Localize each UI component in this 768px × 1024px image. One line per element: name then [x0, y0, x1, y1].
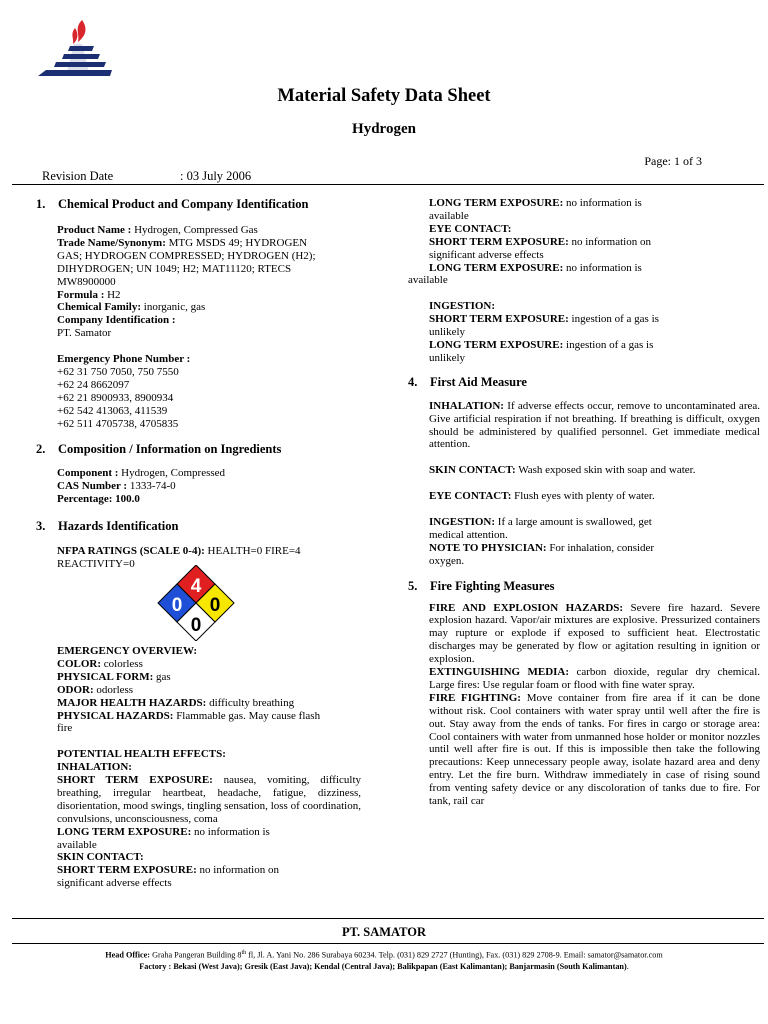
samator-logo-icon	[34, 18, 114, 82]
phone-line: +62 542 413063, 411539	[57, 404, 168, 417]
nfpa-reactivity-value: 0	[209, 595, 221, 616]
nfpa-health-value: 0	[171, 595, 183, 616]
left-column-hazards: EMERGENCY OVERVIEW: COLOR: colorless PHYSICAL FORM: gas ODOR: odorless MAJOR HEALTH HAZARDS: difficulty breathing PHYSICAL HAZARDS: Flammable gas. May cause flash fire POTENTIAL HEALTH EFFECTS: INHALATION: SHORT TERM EXPOSURE: nausea, vomiting, difficulty breathing, irregular heartbeat, headache, fatigue, dizziness, disorientation, mood swings, tingling sensation, loss of coordination, convulsions, unconsciousness, coma LONG TERM EXPOSURE: no information is available SKIN CONTACT: SHORT TERM EXPOSURE: no information on significant adverse effects	[57, 645, 362, 890]
phone-line: +62 511 4705738, 4705835	[57, 417, 179, 430]
page-number: Page: 1 of 3	[644, 154, 702, 168]
nfpa-special-value: 0	[190, 615, 202, 636]
document-title: Material Safety Data Sheet	[277, 86, 491, 106]
footer-divider-2	[12, 943, 764, 944]
nfpa-diamond-icon	[142, 565, 250, 641]
left-column: 1. Chemical Product and Company Identification Product Name : Hydrogen, Compressed Gas Trade Name/Synonym: MTG MSDS 49; HYDROGEN GAS; HYDROGEN COMPRESSED; HYDROGEN (H2); DIHYDROGEN; UN 1049; H2; MAT11120; RTECS MW8900000 Formula : H2 Chemical Family: inorganic, gas Company Identification : PT. Samator Emergency Phone Number : +62 31 750 7050, 750 7550 +62 24 8662097 +62 21 8900933, 8900934 +62 542 413063, 411539 +62 511 4705738, 4705835 2. Composition / Information on Ingredients Component : Hydrogen, Compressed CAS Number : 1333-74-0 Percentage: 100.0 3. Hazards Identification NFPA RATINGS (SCALE 0-4): HEALTH=0 FIRE=4 REACTIVITY=0	[36, 197, 368, 571]
right-column: LONG TERM EXPOSURE: no information is available EYE CONTACT: SHORT TERM EXPOSURE: no information on significant adverse effects LONG TERM EXPOSURE: no information is available INGESTION: SHORT TERM EXPOSURE: ingestion of a gas is unlikely LONG TERM EXPOSURE: ingestion of a gas is unlikely 4. First Aid Measure INHALATION: If adverse effects occur, remove to uncontaminated area. Give artificial respiration if not breathing. If breathing is difficult, oxygen should be administered by qualified personnel. Get immediate medical attention. SKIN CONTACT: Wash exposed skin with soap and water. EYE CONTACT: Flush eyes with plenty of water. INGESTION: If a large amount is swallowed, get medical attention. NOTE TO PHYSICIAN: For inhalation, consider oxygen. 5. Fire Fighting Measures FIRE AND EXPLOSION HAZARDS: Severe fire hazard. Severe explosion hazard. Vapor/air mixtures are explosive. Pressurized containers may rupture or explode if exposed to sufficient heat. Electrostatic discharges may be generated by flow or agitation resulting in ignition or explosion. EXTINGUISHING MEDIA: carbon dioxide, regular dry chemical. Large fires: Use regular foam or flood with fine water spray. FIRE FIGHTING: Move container from fire area if it can be done without risk. Cool containers with water spray until well after the fire is out. Stay away from the ends of tanks. For fires in cargo or storage area: Cool containers with water from unmanned hose holder or monitor nozzles until well after fire is out. If this is impossible then take the following precautions: Keep unnecessary people away, isolate hazard area and deny entry. Let the fire burn. Withdraw immediately in case of rising sound from venting safety device or any discoloration of tanks due to fire. For tank, rail car	[408, 197, 760, 808]
revision-label: Revision Date	[42, 169, 114, 183]
document-subtitle: Hydrogen	[352, 121, 416, 137]
revision-row	[42, 169, 251, 184]
nfpa-fire-value: 4	[190, 576, 202, 597]
phone-line: +62 21 8900933, 8900934	[57, 391, 174, 404]
footer-factory: Factory : Bekasi (West Java); Gresik (East Java); Kendal (Central Java); Balikpapan (East Kalimantan); Banjarmasin (South Kalimantan).	[139, 962, 629, 971]
footer-head-office: Head Office: Graha Pangeran Building 8th fl, Jl. A. Yani No. 286 Surabaya 60234. Telp. (031) 829 2727 (Hunting), Fax. (031) 829 2708-9. Email: samator@samator.com	[105, 950, 663, 960]
footer-divider	[12, 918, 764, 919]
header-divider	[12, 184, 764, 185]
phone-line: +62 31 750 7050, 750 7550	[57, 365, 179, 378]
section-2-heading: 2. Composition / Information on Ingredients	[36, 442, 282, 457]
section-5-heading: 5. Fire Fighting Measures	[408, 578, 555, 593]
section-4-heading: 4. First Aid Measure	[408, 374, 527, 389]
phone-line: +62 24 8662097	[57, 378, 130, 391]
section-1-heading: 1. Chemical Product and Company Identification	[36, 197, 309, 211]
footer-company: PT. SAMATOR	[341, 925, 427, 939]
section-3-heading: 3. Hazards Identification	[36, 519, 179, 534]
revision-date: : 03 July 2006	[180, 169, 252, 183]
